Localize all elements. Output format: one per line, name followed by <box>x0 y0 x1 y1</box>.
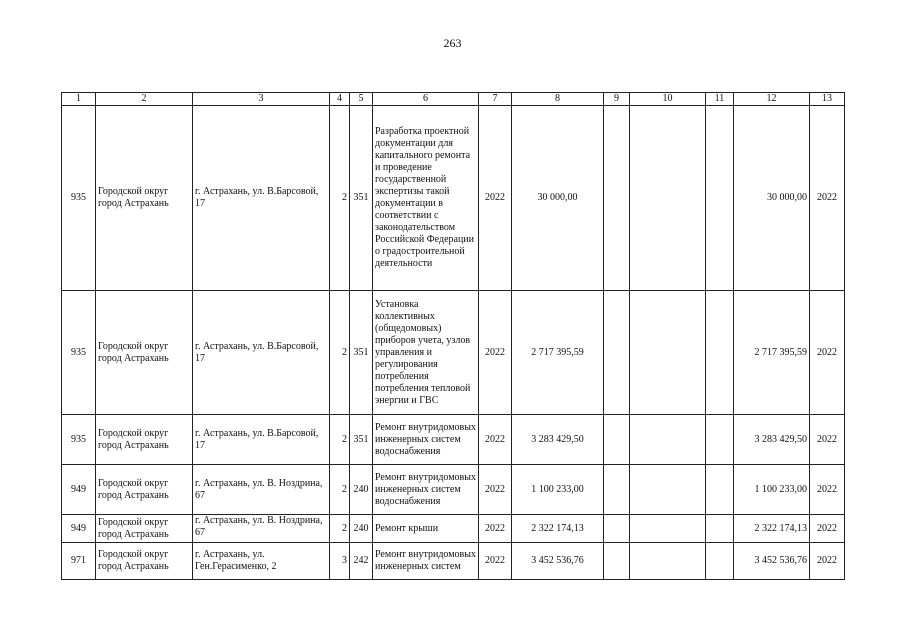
cell-col11 <box>706 515 734 543</box>
page-number: 263 <box>443 36 462 50</box>
table-row <box>62 106 845 291</box>
column-header: 11 <box>706 93 734 106</box>
cell-work-type: Установка коллективных (общедомовых) приборов учета, узлов управления и регулирования потребления потребления тепловой энергии и ГВС <box>373 291 479 415</box>
cell-col11 <box>706 106 734 291</box>
cell-col11 <box>706 415 734 465</box>
cell-address <box>193 515 330 543</box>
cell-col10 <box>630 465 706 515</box>
cell-year-end: 2022 <box>810 291 845 415</box>
cell-col9 <box>604 465 630 515</box>
cell-year: 2022 <box>479 106 512 291</box>
cell-address: г. Астрахань, ул. В.Барсовой, 17 <box>193 106 330 291</box>
cell-total-cost: 1 100 233,00 <box>512 465 604 515</box>
cell-total-cost: 2 717 395,59 <box>512 291 604 415</box>
table-row <box>62 515 845 543</box>
cell-number: 971 <box>62 543 96 580</box>
cell-work-type: Ремонт внутридомовых инженерных систем водоснабжения <box>373 415 479 465</box>
cell-year: 2022 <box>479 291 512 415</box>
column-header: 2 <box>96 93 193 106</box>
cell-number: 935 <box>62 415 96 465</box>
cell-col9 <box>604 106 630 291</box>
cell-municipality: Городской округ город Астрахань <box>96 543 193 580</box>
cell-col4: 2 <box>330 291 350 415</box>
column-header: 9 <box>604 93 630 106</box>
cell-number: 935 <box>62 291 96 415</box>
cell-number: 949 <box>62 465 96 515</box>
cell-total-cost: 3 283 429,50 <box>512 415 604 465</box>
cell-municipality: Городской округ город Астрахань <box>96 515 193 543</box>
column-header: 6 <box>373 93 479 106</box>
cell-col4: 2 <box>330 465 350 515</box>
cell-year-end: 2022 <box>810 543 845 580</box>
cell-work-type: Ремонт крыши <box>373 515 479 543</box>
cell-year: 2022 <box>479 465 512 515</box>
cell-col9 <box>604 291 630 415</box>
cell-work-type: Ремонт внутридомовых инженерных систем водоснабжения <box>373 465 479 515</box>
cell-col11 <box>706 465 734 515</box>
column-header: 10 <box>630 93 706 106</box>
table-row <box>62 543 845 580</box>
cell-municipality: Городской округ город Астрахань <box>96 106 193 291</box>
cell-work-type: Разработка проектной документации для капитального ремонта и проведение государственной экспертизы такой документации в соответствии с законодательством Российской Федерации о градостроительной деятельности <box>373 106 479 291</box>
column-header: 13 <box>810 93 845 106</box>
column-header: 8 <box>512 93 604 106</box>
cell-address: г. Астрахань, ул. В.Барсовой, 17 <box>193 415 330 465</box>
cell-number: 935 <box>62 106 96 291</box>
registry-table <box>61 92 845 580</box>
cell-total-cost: 3 452 536,76 <box>512 543 604 580</box>
cell-total-cost: 30 000,00 <box>512 106 604 291</box>
cell-work-type: Ремонт внутридомовых инженерных систем <box>373 543 479 580</box>
cell-col12: 3 452 536,76 <box>734 543 810 580</box>
cell-year-end: 2022 <box>810 515 845 543</box>
table-row <box>62 415 845 465</box>
cell-col12: 3 283 429,50 <box>734 415 810 465</box>
cell-address: г. Астрахань, ул. В.Барсовой, 17 <box>193 291 330 415</box>
cell-total-cost: 2 322 174,13 <box>512 515 604 543</box>
column-header: 1 <box>62 93 96 106</box>
cell-year: 2022 <box>479 543 512 580</box>
cell-col5: 240 <box>350 515 373 543</box>
cell-municipality: Городской округ город Астрахань <box>96 415 193 465</box>
column-header: 4 <box>330 93 350 106</box>
cell-municipality: Городской округ город Астрахань <box>96 465 193 515</box>
cell-col4: 3 <box>330 543 350 580</box>
cell-year: 2022 <box>479 515 512 543</box>
column-header: 12 <box>734 93 810 106</box>
cell-col10 <box>630 543 706 580</box>
cell-address-text: г. Астрахань, ул. В. Ноздрина, 67 <box>195 515 323 538</box>
cell-col4: 2 <box>330 106 350 291</box>
cell-col12: 2 717 395,59 <box>734 291 810 415</box>
cell-col11 <box>706 543 734 580</box>
cell-municipality: Городской округ город Астрахань <box>96 291 193 415</box>
cell-col9 <box>604 415 630 465</box>
column-header: 5 <box>350 93 373 106</box>
cell-year: 2022 <box>479 415 512 465</box>
column-header: 7 <box>479 93 512 106</box>
cell-col12: 1 100 233,00 <box>734 465 810 515</box>
cell-col4: 2 <box>330 515 350 543</box>
table-row <box>62 291 845 415</box>
cell-col11 <box>706 291 734 415</box>
cell-address: г. Астрахань, ул. Ген.Герасименко, 2 <box>193 543 330 580</box>
cell-col5: 240 <box>350 465 373 515</box>
cell-number: 949 <box>62 515 96 543</box>
table-row <box>62 465 845 515</box>
cell-col5: 242 <box>350 543 373 580</box>
cell-col5: 351 <box>350 106 373 291</box>
cell-year-end: 2022 <box>810 415 845 465</box>
cell-address: г. Астрахань, ул. В. Ноздрина, 67 <box>193 465 330 515</box>
cell-col12: 2 322 174,13 <box>734 515 810 543</box>
cell-col10 <box>630 515 706 543</box>
cell-col9 <box>604 543 630 580</box>
cell-col5: 351 <box>350 291 373 415</box>
header-row <box>62 93 845 106</box>
cell-year-end: 2022 <box>810 465 845 515</box>
cell-col10 <box>630 415 706 465</box>
cell-year-end: 2022 <box>810 106 845 291</box>
cell-col10 <box>630 291 706 415</box>
cell-col4: 2 <box>330 415 350 465</box>
column-header: 3 <box>193 93 330 106</box>
cell-col9 <box>604 515 630 543</box>
cell-col5: 351 <box>350 415 373 465</box>
cell-col12: 30 000,00 <box>734 106 810 291</box>
cell-col10 <box>630 106 706 291</box>
